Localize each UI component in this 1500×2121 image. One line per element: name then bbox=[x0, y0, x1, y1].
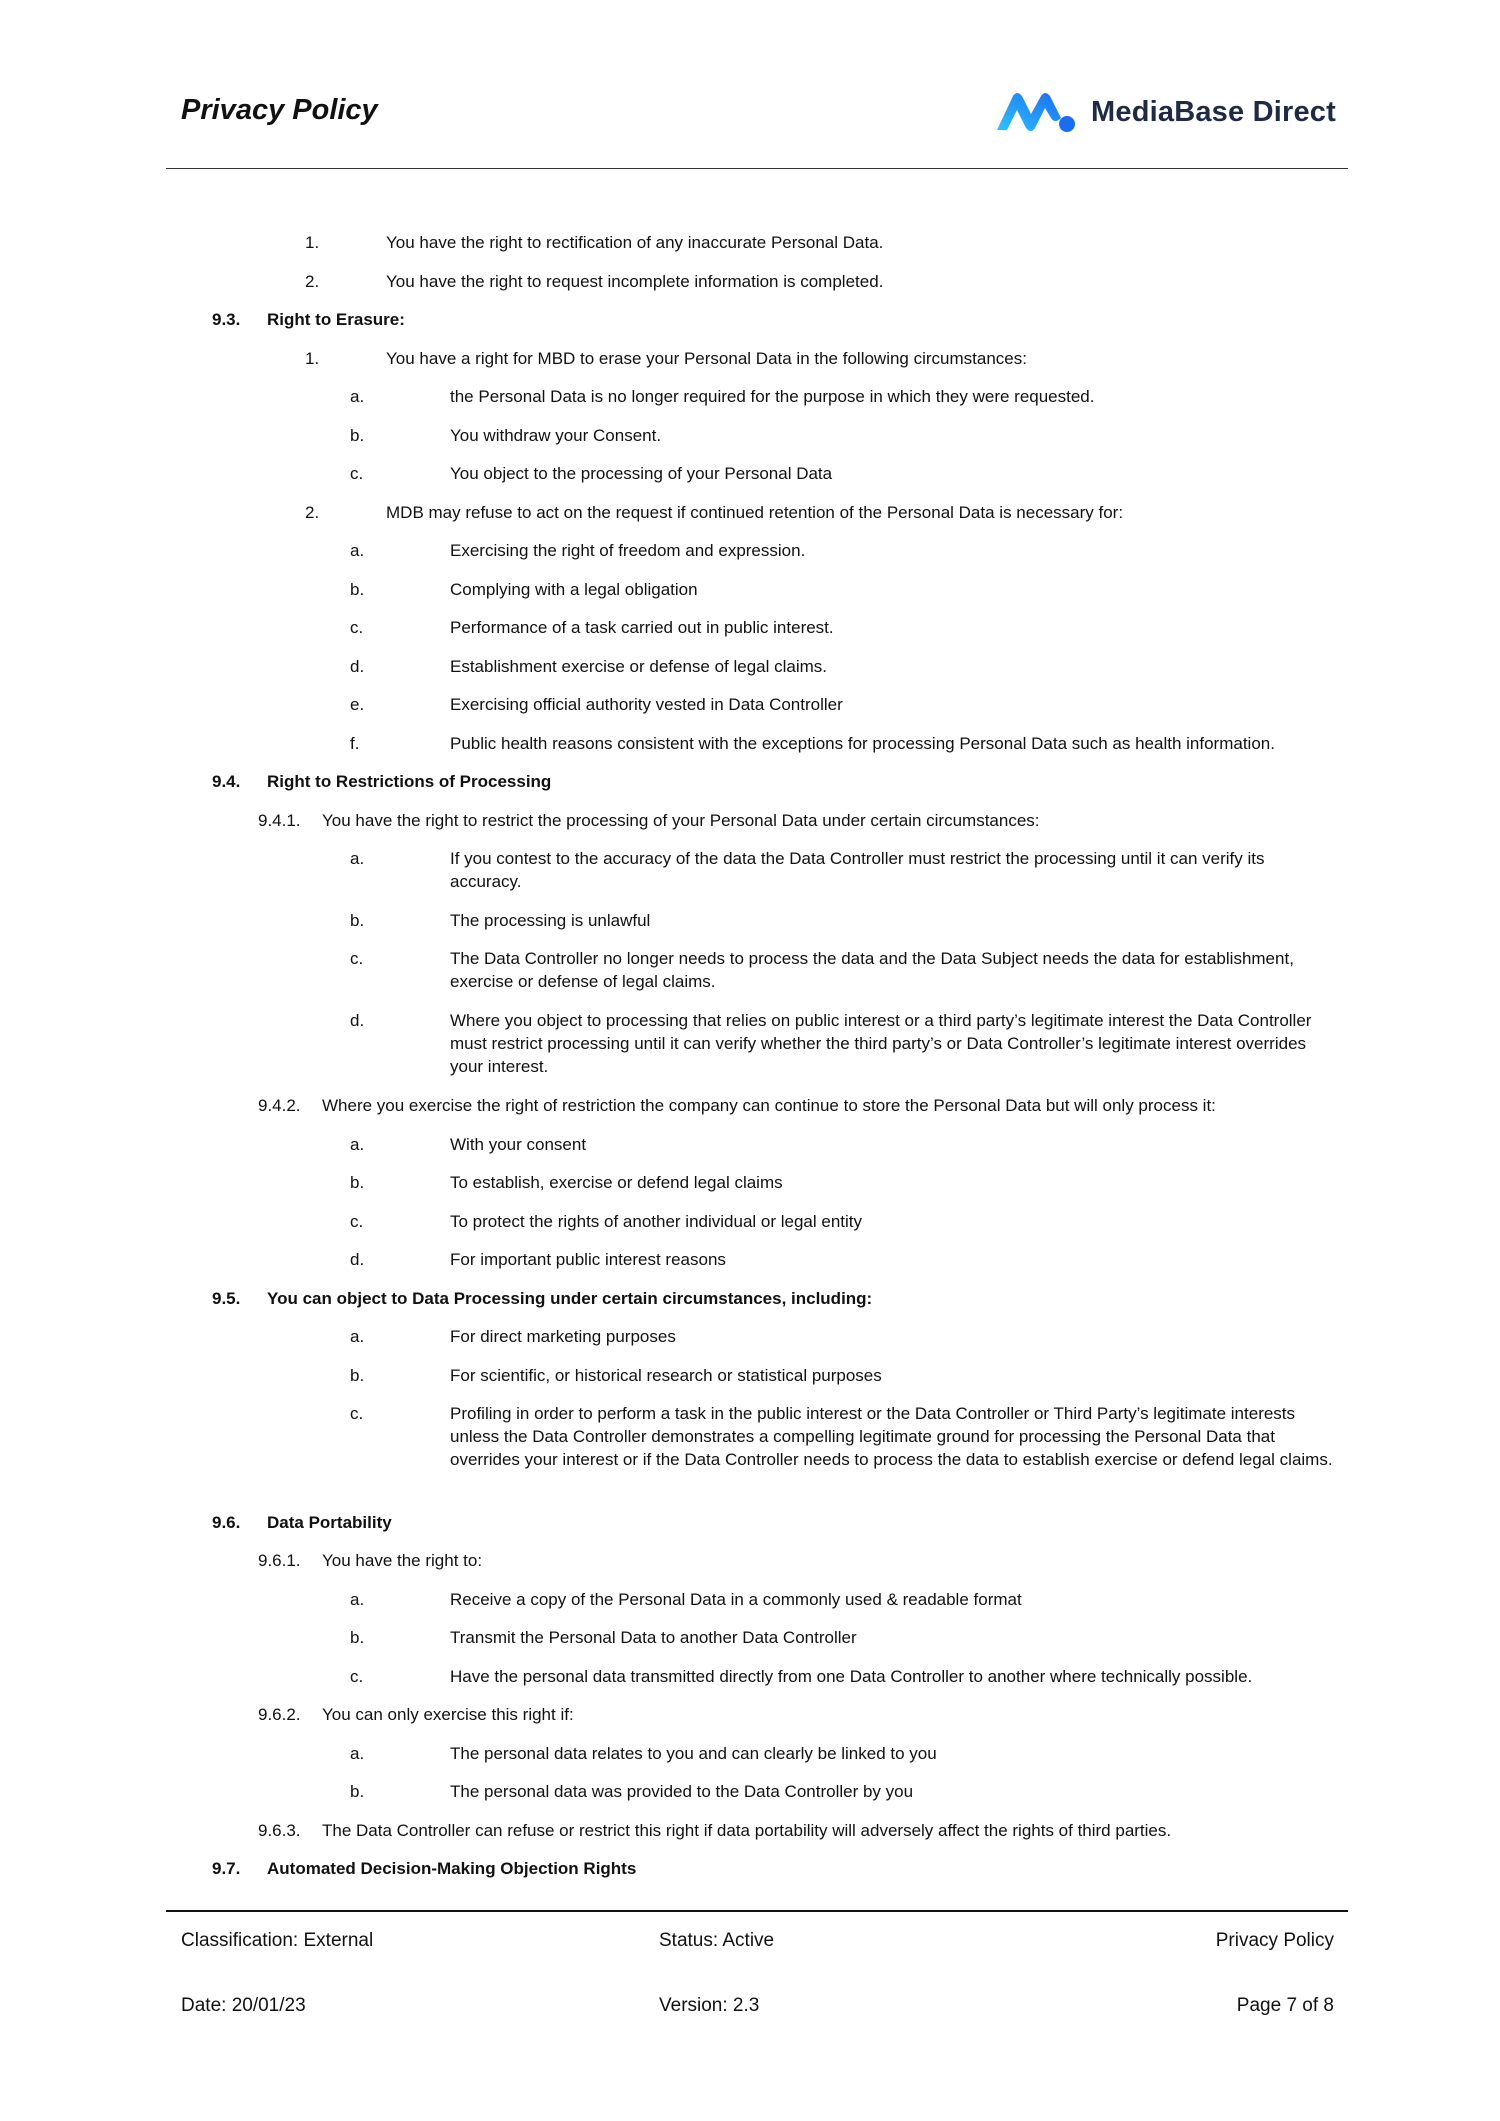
footer-page-number: Page 7 of 8 bbox=[1236, 1995, 1334, 2016]
footer-version: Version: 2.3 bbox=[659, 1995, 760, 2016]
footer-document-name: Privacy Policy bbox=[1215, 1930, 1334, 1951]
logo-wordmark: MediaBase Direct bbox=[1091, 95, 1336, 128]
document-title: Privacy Policy bbox=[181, 94, 378, 126]
page-footer bbox=[166, 1910, 1348, 2032]
document-body: 1. You have the right to rectification of any inaccurate Personal Data. 2. You have the right to request incomplete information is completed. 9.3. Right to Erasure: 1. You have a right for MBD to erase your Personal Data in the following circumstances: a. the Personal Data is no longer required for the purpose in which they were requested. b. You withdraw your Consent. c. You object to the processing of your Personal Data 2. MDB may refuse to act on the request if continued retention of the Personal Data is necessary for: a. Exercising the right of freedom and expression. b. Complying with a legal obligation c. Performance of a task carried out in public interest. d. Establishment exercise or defense of legal claims. e. Exercising official authority vested in Data Controller f. Public health reasons consistent with the exceptions for processing Personal Data such as health information. 9.4. Right to Restrictions of Processing 9.4.1. You have the right to restrict the processing of your Personal Data under certain circumstances: a. If you contest to the accuracy of the data the Data Controller must restrict the processing until it can verify its accuracy. b. The processing is unlawful c. The Data Controller no longer needs to process the data and the Data Subject needs the data for establishment, exercise or defense of legal claims. d. Where you object to processing that relies on public interest or a third party’s legitimate interest the Data Controller must restrict processing until it can verify whether the third party’s or Data Controller’s legitimate interest overrides your interest. 9.4.2. Where you exercise the right of restriction the company can continue to store the Personal Data but will only process it: a. With your consent b. To establish, exercise or defend legal claims c. To protect the rights of another individual or legal entity d. For important public interest reasons 9.5. You can object to Data Processing under certain circumstances, including: a. For direct marketing purposes b. For scientific, or historical research or statistical purposes c. Profiling in order to perform a task in the public interest or the Data Controller or Third Party’s legitimate interests unless the Data Controller demonstrates a compelling legitimate ground for processing the Personal Data that overrides your interest or if the Data Controller needs to process the data to establish exercise or defend legal claims. 9.6. Data Portability 9.6.1. You have the right to: a. Receive a copy of the Personal Data in a commonly used & readable format b. Transmit the Personal Data to another Data Controller c. Have the personal data transmitted directly from one Data Controller to another where technically possible. 9.6.2. You can only exercise this right if: a. The personal data relates to you and can clearly be linked to you b. The personal data was provided to the Data Controller by you 9.6.3. The Data Controller can refuse or restrict this right if data portability will adversely affect the rights of third parties. 9.7. Automated Decision-Making Objection Rights bbox=[212, 233, 1333, 1878]
footer-date: Date: 20/01/23 bbox=[181, 1995, 306, 2016]
footer-classification: Classification: External bbox=[181, 1930, 374, 1951]
footer-status: Status: Active bbox=[659, 1930, 775, 1951]
